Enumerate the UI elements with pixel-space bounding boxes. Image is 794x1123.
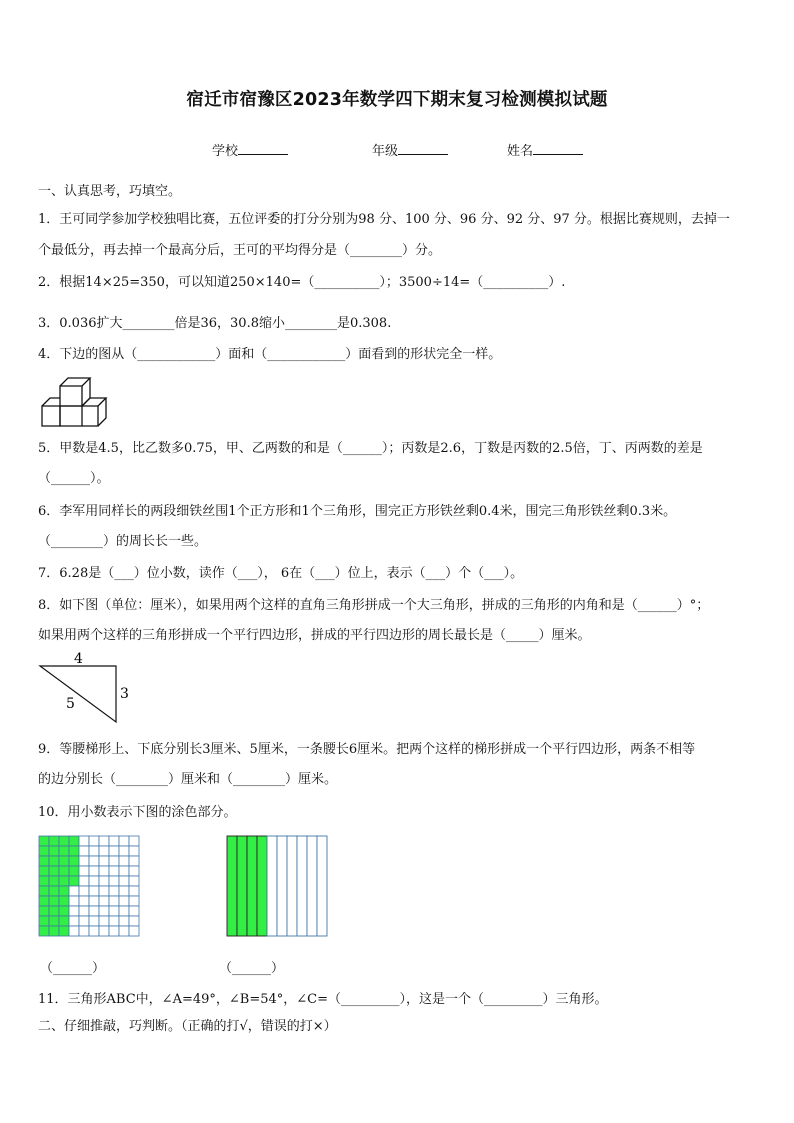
cube-front-2 [60,406,82,426]
grid-cell [109,846,119,856]
grid-cell [69,926,79,936]
grid-cell-shaded [39,836,49,846]
grid-cell-shaded [49,866,59,876]
grid-cell [99,836,109,846]
grid-cell-shaded [39,896,49,906]
q5-line1: 5．甲数是4.5，比乙数多0.75，甲、乙两数的和是（______）；丙数是2.6，丁数是丙数的2.5倍，丁、丙两数的差是 [38,441,703,456]
strip [267,836,277,936]
strip [287,836,297,936]
grid-cell [89,886,99,896]
page-title: 宿迁市宿豫区2023年数学四下期末复习检测模拟试题 [186,90,608,110]
grid-cell [109,886,119,896]
grid-cell [89,846,99,856]
grid-cell [129,836,139,846]
grid-cell-shaded [59,856,69,866]
grid-cell-shaded [39,886,49,896]
strip-shaded [257,836,267,936]
q10: 10．用小数表示下图的涂色部分。 [38,805,237,820]
q6-line1: 6．李军用同样长的两段细铁丝围1个正方形和1个三角形，围完正方形铁丝剩0.4米，围完三角形铁丝剩0.3米。 [38,504,677,519]
grid-cell [89,906,99,916]
grid-cell-shaded [59,836,69,846]
grid-cell-shaded [59,866,69,876]
grid-cell [89,856,99,866]
grid-cell-shaded [39,906,49,916]
grid-cell-shaded [69,836,79,846]
grid-cell [119,836,129,846]
grid-cell [119,896,129,906]
strip-shaded [227,836,237,936]
grid-cell [129,866,139,876]
grid-cell [129,916,139,926]
grid-cell [129,926,139,936]
grid-cell [99,856,109,866]
grid-cell [89,916,99,926]
grid-cell [109,906,119,916]
grid-cell [79,886,89,896]
q4: 4．下边的图从（____________）面和（____________）面看到的形状完全一样。 [38,347,502,362]
grid-cell-shaded [59,846,69,856]
grid-cell [89,836,99,846]
cube-top-left [42,398,60,406]
grid-cell [129,876,139,886]
q2: 2．根据14×25=350，可以知道250×140=（__________）；3500÷14=（__________）. [38,275,566,290]
grid-cell-shaded [49,916,59,926]
grid-cell [119,906,129,916]
grid-cell [119,926,129,936]
grid-cell [79,836,89,846]
grid-cell [119,866,129,876]
name-label: 姓名 [507,144,534,159]
grid-cell [109,896,119,906]
grid-cell [109,876,119,886]
grid-cell-shaded [59,906,69,916]
q10-answer-b[interactable]: （______） [219,961,285,976]
grid-cell [119,876,129,886]
grid-cell [89,896,99,906]
cube-front-1 [42,406,60,426]
grid-cell [109,926,119,936]
school-blank[interactable] [238,141,288,155]
strip [317,836,327,936]
grid-cell [89,876,99,886]
q10-answer-a[interactable]: （______） [40,961,106,976]
q11: 11．三角形ABC中，∠A=49°，∠B=54°，∠C=（_________），这是一个（_________）三角形。 [38,992,608,1007]
section-1-heading: 一、认真思考，巧填空。 [38,184,182,199]
triangle-hyp-label: 5 [66,696,75,712]
grid-cell [109,866,119,876]
grid-cell-shaded [49,846,59,856]
grid-cell-shaded [49,926,59,936]
q7: 7．6.28是（___）位小数，读作（___）， 6在（___）位上，表示（___）个（___）。 [38,566,524,581]
grid-cell [119,886,129,896]
strip [307,836,317,936]
grid-cell [99,896,109,906]
grid-cell-shaded [59,876,69,886]
grid-cell-shaded [69,866,79,876]
grid-cell [79,856,89,866]
q9-line2: 的边分别长（________）厘米和（________）厘米。 [38,772,338,787]
grid-cell-shaded [49,876,59,886]
triangle-side-label: 3 [120,686,129,702]
grid-cell [129,886,139,896]
cube-front-top [60,386,82,406]
strip [297,836,307,936]
grid-cell-shaded [49,886,59,896]
grid-cell [99,876,109,886]
grid-cell-shaded [59,896,69,906]
grid-cell-shaded [39,846,49,856]
grid-cell [99,886,109,896]
q8-triangle-figure [34,648,134,728]
grid-cell-shaded [49,836,59,846]
grid-cell [89,926,99,936]
grid-cell-shaded [69,876,79,886]
grid-cell-shaded [39,866,49,876]
grid-cell [99,926,109,936]
grid-cell [109,836,119,846]
grid-cell [69,906,79,916]
q1-line2: 个最低分，再去掉一个最高分后，王可的平均得分是（________）分。 [38,243,442,258]
grid-cell [79,896,89,906]
grid-cell [89,866,99,876]
q10-strip-figure [225,834,331,938]
grid-cell [79,906,89,916]
grid-cell [79,926,89,936]
grid-cell [109,916,119,926]
grid-cell [129,856,139,866]
grid-cell [79,846,89,856]
triangle-top-label: 4 [74,651,83,667]
grid-cell [99,906,109,916]
grade-blank[interactable] [398,141,448,155]
grid-cell-shaded [59,926,69,936]
q8-line1: 8．如下图（单位：厘米），如果用两个这样的直角三角形拼成一个大三角形，拼成的三角形的内角和是（______）°； [38,598,710,613]
grid-cell-shaded [59,886,69,896]
grid-cell [69,896,79,906]
name-blank[interactable] [533,141,583,155]
grid-cell [99,916,109,926]
q3: 3．0.036扩大________倍是36，30.8缩小________是0.308. [38,316,392,331]
grid-cell [109,856,119,866]
grid-cell-shaded [69,846,79,856]
grid-cell-shaded [39,876,49,886]
grid-cell [119,846,129,856]
grid-cell [119,916,129,926]
q5-line2: （______）。 [38,471,110,486]
cube-top-right [82,398,106,406]
grid-cell [79,866,89,876]
q9-line1: 9．等腰梯形上、下底分别长3厘米、5厘米，一条腰长6厘米。把两个这样的梯形拼成一个平行四边形，两条不相等 [38,742,696,757]
school-field [212,140,288,159]
grid-cell [129,846,139,856]
grid-cell-shaded [39,926,49,936]
grid-cell [79,876,89,886]
cube-top-upper [60,378,90,386]
q10-hundred-grid [38,835,140,937]
q6-line2: （________）的周长长一些。 [38,534,208,549]
grade-field [372,140,448,159]
grid-cell [129,906,139,916]
section-2-heading: 二、仔细推敲，巧判断。（正确的打√，错误的打×） [38,1019,337,1034]
strip-shaded [237,836,247,936]
grid-cell-shaded [39,856,49,866]
cube-front-3 [82,406,98,426]
grade-label: 年级 [372,144,399,159]
grid-cell [69,916,79,926]
grid-cell-shaded [49,906,59,916]
school-label: 学校 [212,144,239,159]
grid-cell-shaded [59,916,69,926]
grid-cell-shaded [69,856,79,866]
grid-cell [79,916,89,926]
grid-cell [99,866,109,876]
q1-line1: 1．王可同学参加学校独唱比赛，五位评委的打分分别为98 分、100 分、96 分、92 分、97 分。根据比赛规则，去掉一 [38,212,730,227]
q8-line2: 如果用两个这样的三角形拼成一个平行四边形，拼成的平行四边形的周长最长是（_____）厘米。 [38,628,591,643]
grid-cell-shaded [49,856,59,866]
grid-cell [129,896,139,906]
strip [277,836,287,936]
name-field [507,140,583,159]
grid-cell [99,846,109,856]
grid-cell-shaded [39,916,49,926]
grid-cell-shaded [49,896,59,906]
grid-cell [119,856,129,866]
q4-cube-figure [38,372,110,430]
right-triangle [40,666,116,722]
grid-cell [69,886,79,896]
strip-shaded [247,836,257,936]
